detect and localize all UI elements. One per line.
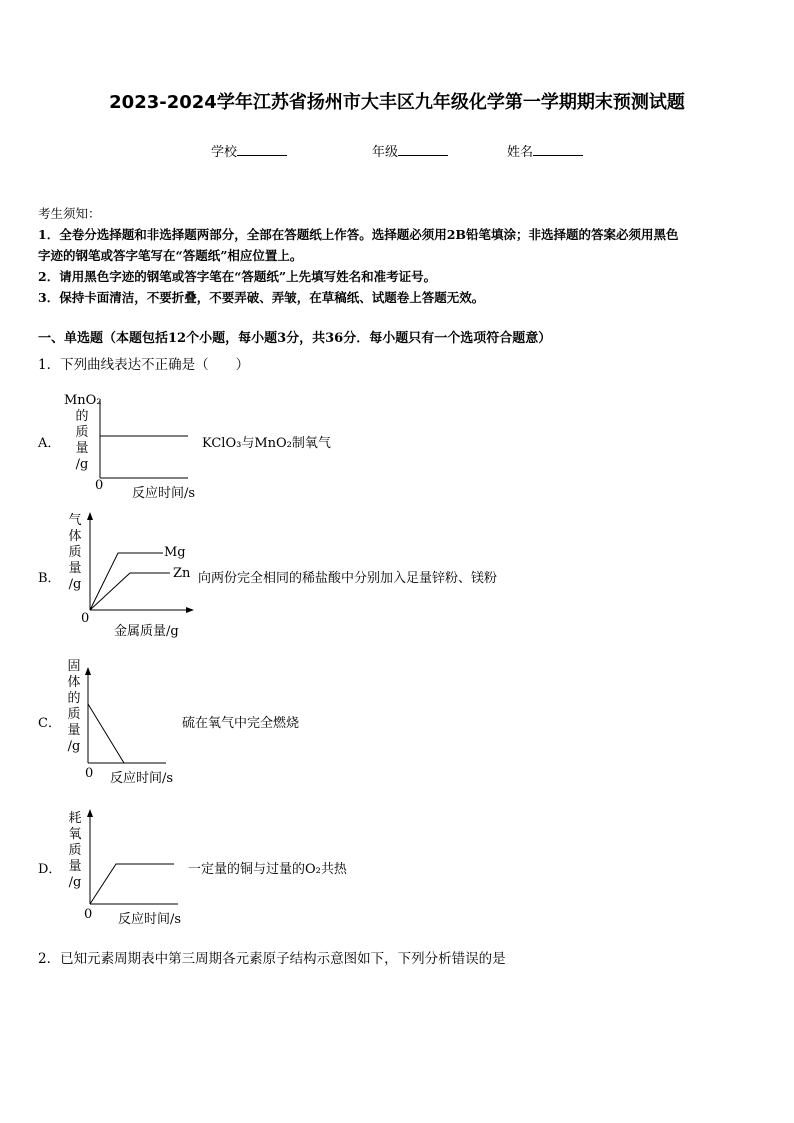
option-d-ylabel-line: 量 bbox=[68, 859, 82, 874]
notes-heading: 考生须知： bbox=[38, 206, 101, 221]
section-heading: 一、单选题（本题包括12个小题，每小题3分，共36分．每小题只有一个选项符合题意） bbox=[38, 331, 552, 346]
option-b-desc: 向两份完全相同的稀盐酸中分别加入足量锌粉、镁粉 bbox=[198, 571, 498, 586]
option-a-letter[interactable]: A． bbox=[38, 436, 61, 451]
option-c-origin: 0 bbox=[85, 766, 94, 781]
option-d-curve bbox=[90, 864, 174, 904]
note-line-3: 2．请用黑色字迹的钢笔或答字笔在“答题纸”上先填写姓名和准考证号。 bbox=[38, 269, 437, 284]
option-a-xlabel: 反应时间/s bbox=[132, 486, 196, 501]
option-c-ylabel-line: 固 bbox=[67, 659, 81, 674]
option-b-letter[interactable]: B． bbox=[38, 571, 61, 586]
note-line-2: 字迹的钢笔或答字笔写在“答题纸”相应位置上。 bbox=[38, 248, 303, 263]
option-b-ylabel-line: 气 bbox=[68, 513, 82, 528]
option-a-ylabel-line: 质 bbox=[75, 425, 89, 440]
option-a-ylabel-line: MnO₂ bbox=[64, 393, 102, 408]
option-d-desc: 一定量的铜与过量的O₂共热 bbox=[188, 862, 347, 877]
note-line-4: 3．保持卡面清洁，不要折叠，不要弄破、弄皱，在草稿纸、试题卷上答题无效。 bbox=[38, 290, 485, 305]
option-c-desc: 硫在氧气中完全燃烧 bbox=[182, 716, 300, 731]
option-d-ylabel-line: 质 bbox=[68, 843, 82, 858]
option-c-ylabel-line: 质 bbox=[67, 707, 81, 722]
option-c-ylabel-line: 量 bbox=[67, 723, 81, 738]
option-c-letter[interactable]: C． bbox=[38, 716, 61, 731]
option-d-ylabel-line: /g bbox=[68, 875, 82, 890]
option-d-xlabel: 反应时间/s bbox=[118, 912, 182, 927]
option-b-xlabel: 金属质量/g bbox=[114, 624, 179, 639]
option-c-ylabel-line: /g bbox=[67, 739, 81, 754]
question-1-stem: 1．下列曲线表达不正确是（ ） bbox=[38, 357, 250, 373]
option-b-ylabel-line: 量 bbox=[68, 561, 82, 576]
option-a-ylabel-line: /g bbox=[75, 457, 89, 472]
question-2-stem: 2．已知元素周期表中第三周期各元素原子结构示意图如下，下列分析错误的是 bbox=[38, 951, 506, 967]
option-c-ylabel-line: 体 bbox=[67, 675, 81, 690]
option-c-xlabel: 反应时间/s bbox=[110, 771, 174, 786]
name-label: 姓名 bbox=[507, 145, 534, 160]
grade-label: 年级 bbox=[372, 145, 399, 160]
option-a-ylabel-line: 的 bbox=[75, 409, 89, 424]
option-b-series-zn: Zn bbox=[173, 566, 191, 581]
option-c-ylabel-line: 的 bbox=[67, 691, 81, 706]
option-d-y-arrow bbox=[87, 809, 93, 817]
option-a-origin: 0 bbox=[95, 478, 104, 493]
option-b-origin: 0 bbox=[81, 611, 90, 626]
option-d-ylabel-line: 耗 bbox=[68, 811, 82, 826]
option-a-ylabel-line: 量 bbox=[75, 441, 89, 456]
page-title: 2023-2024学年江苏省扬州市大丰区九年级化学第一学期期末预测试题 bbox=[109, 92, 685, 113]
school-label: 学校 bbox=[211, 145, 238, 160]
option-d-letter[interactable]: D． bbox=[38, 862, 62, 877]
option-b-series-mg: Mg bbox=[164, 545, 186, 560]
option-a-desc: KClO₃与MnO₂制氧气 bbox=[202, 436, 331, 451]
option-b-ylabel-line: 质 bbox=[68, 545, 82, 560]
option-d-origin: 0 bbox=[84, 907, 93, 922]
option-b-ylabel-line: 体 bbox=[68, 529, 82, 544]
note-line-1: 1．全卷分选择题和非选择题两部分，全部在答题纸上作答。选择题必须用2B铅笔填涂；非选择题的答案必须用黑色 bbox=[38, 227, 679, 242]
option-b-ylabel-line: /g bbox=[68, 577, 82, 592]
option-d-ylabel-line: 氧 bbox=[68, 827, 82, 842]
